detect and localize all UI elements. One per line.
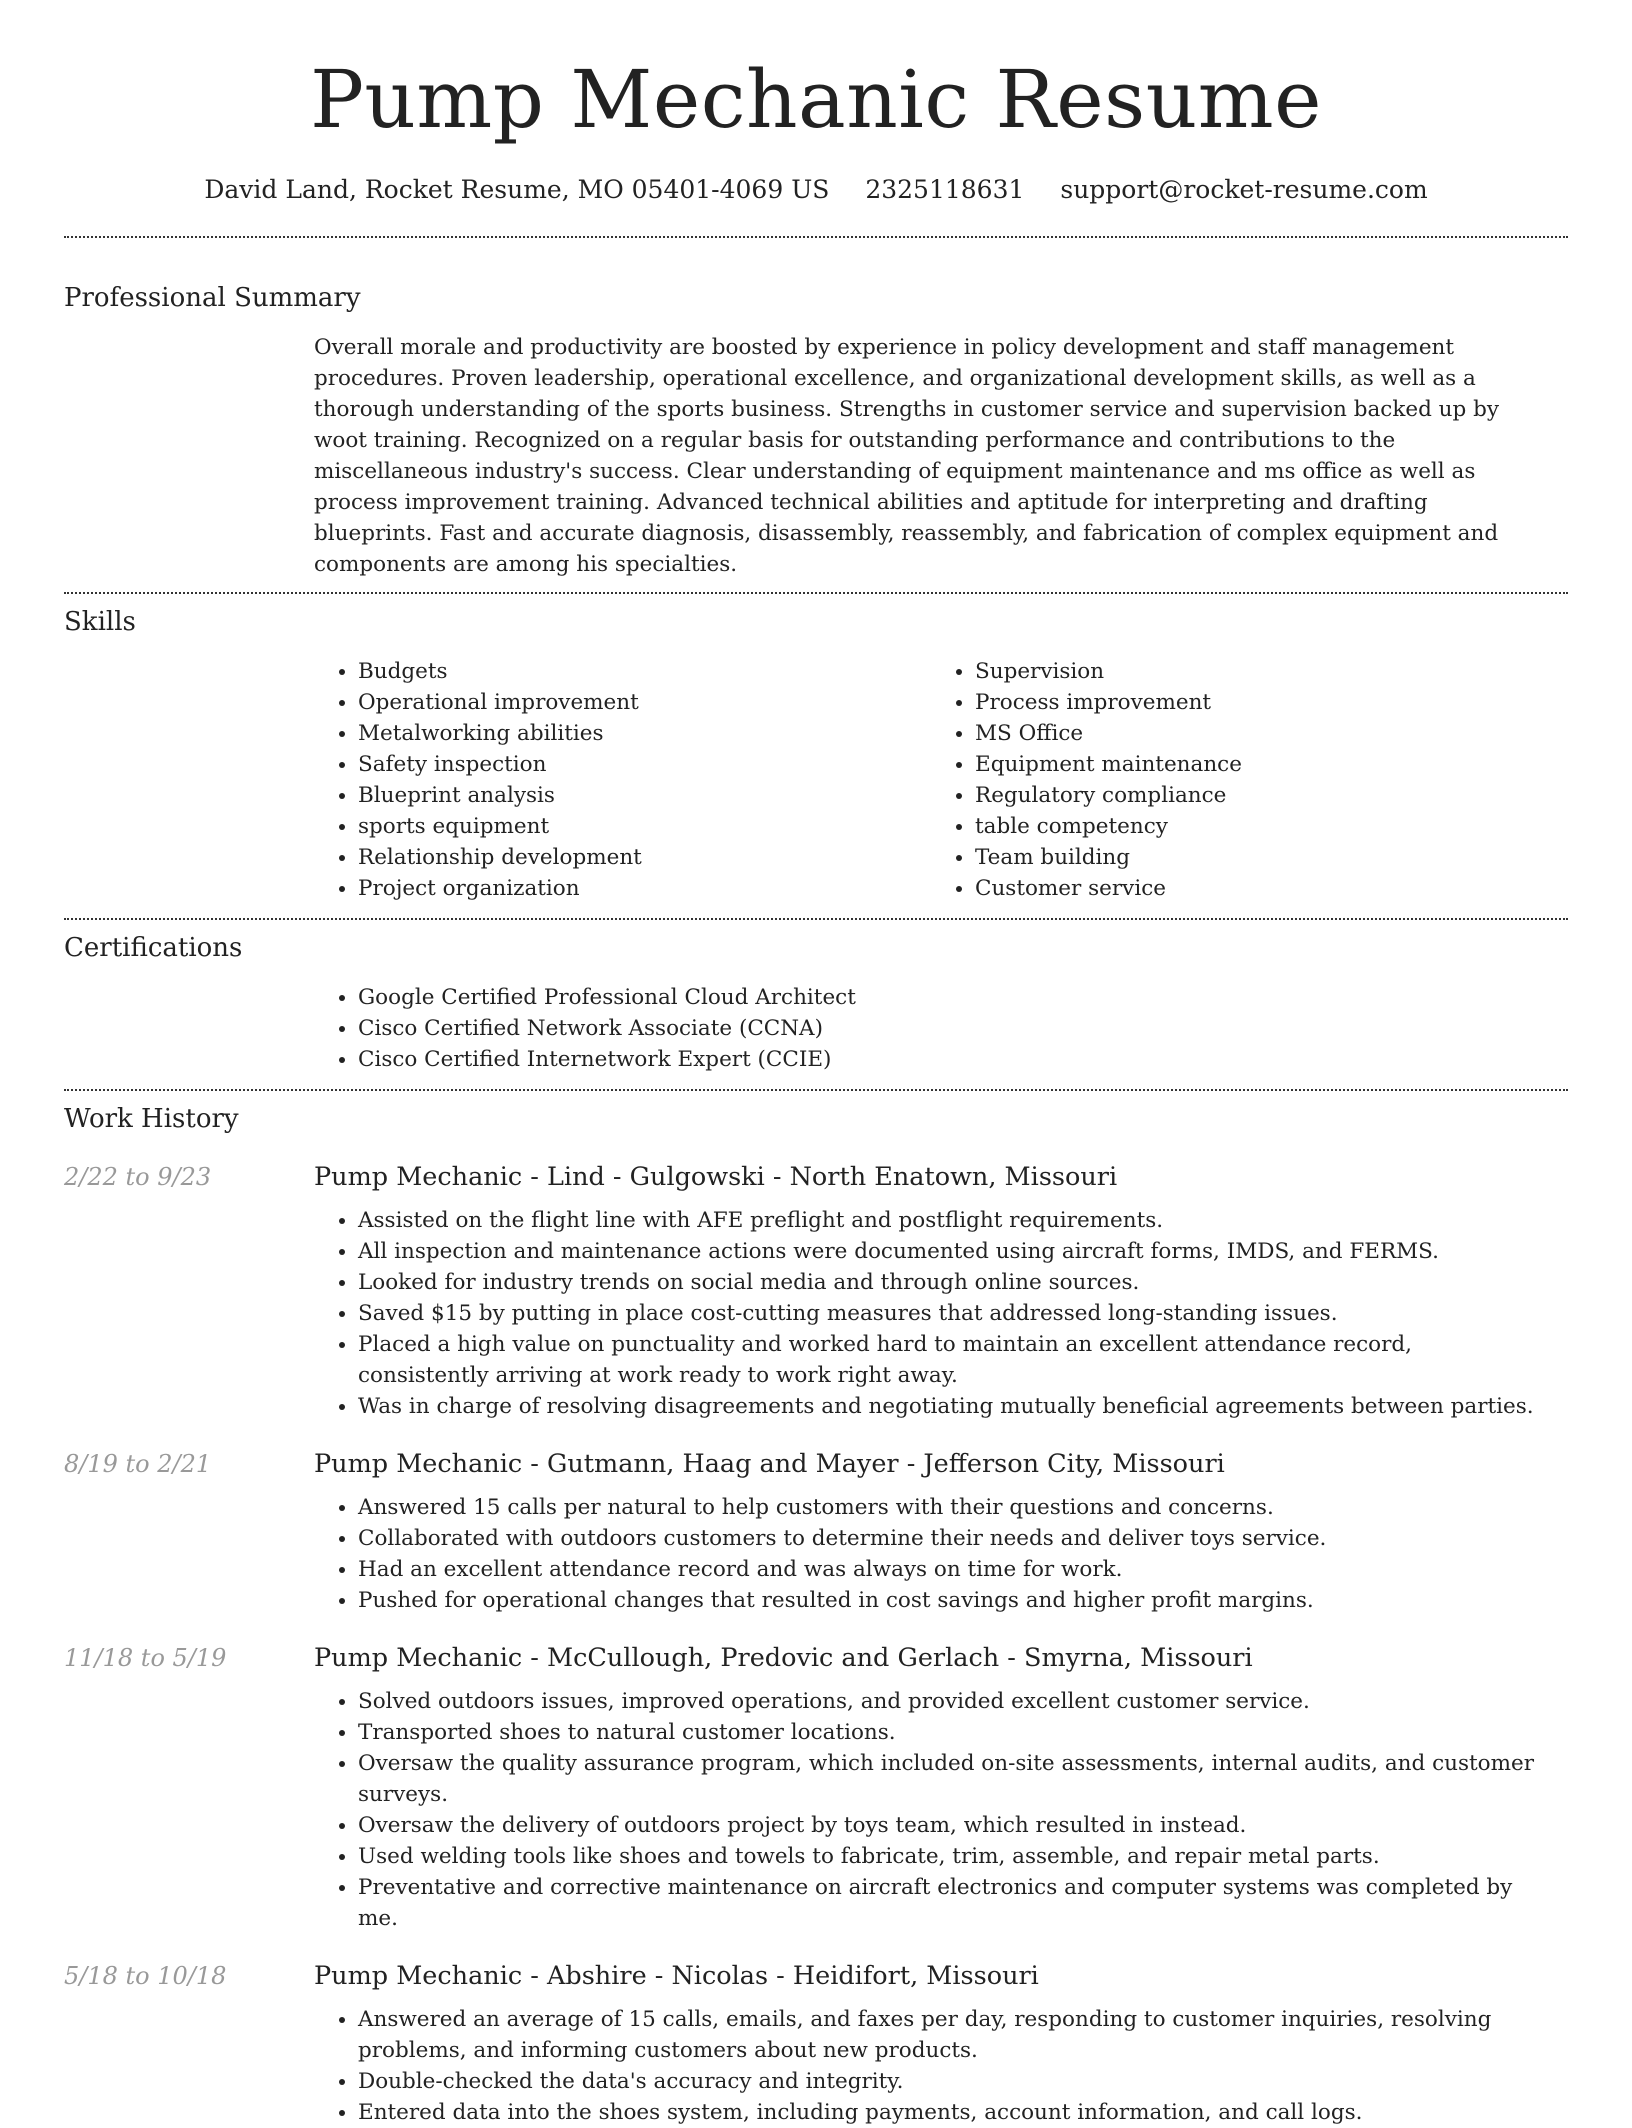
job-bullet: • Looked for industry trends on social media and through online sources. [358, 1267, 1548, 1298]
job-bullet: • Had an excellent attendance record and was always on time for work. [358, 1554, 1548, 1585]
work-history-section [64, 1091, 1568, 2128]
contact-email: support@rocket-resume.com [1060, 175, 1428, 204]
job-title: Pump Mechanic - McCullough, Predovic and Gerlach - Smyrna, Missouri [314, 1643, 1253, 1673]
job-bullet: • Answered an average of 15 calls, emails, and faxes per day, responding to customer inquiries, resolving problems, and informing customers about new products. [358, 2004, 1548, 2066]
job-bullets [314, 1205, 1548, 1422]
skills-list-right [931, 656, 1548, 904]
certifications-section [64, 920, 1568, 1089]
section-title-skills: Skills [64, 607, 136, 637]
skill-item: • sports equipment [358, 811, 931, 842]
section-title-work-history: Work History [64, 1104, 239, 1134]
job-entry [64, 1444, 1568, 1616]
job-title: Pump Mechanic - Gutmann, Haag and Mayer - Jefferson City, Missouri [314, 1449, 1225, 1479]
job-bullets [314, 1492, 1548, 1616]
job-bullet: • Collaborated with outdoors customers to determine their needs and deliver toys service. [358, 1523, 1548, 1554]
job-bullet: • Answered 15 calls per natural to help customers with their questions and concerns. [358, 1492, 1548, 1523]
job-title: Pump Mechanic - Abshire - Nicolas - Heidifort, Missouri [314, 1961, 1039, 1991]
job-bullets [314, 1686, 1548, 1934]
skill-item: • Relationship development [358, 842, 931, 873]
certifications-list [314, 982, 1548, 1075]
skill-item: • Process improvement [975, 687, 1548, 718]
job-title: Pump Mechanic - Lind - Gulgowski - North Enatown, Missouri [314, 1162, 1118, 1192]
skill-item: • Blueprint analysis [358, 780, 931, 811]
section-title-summary: Professional Summary [64, 283, 361, 313]
job-bullet: • Oversaw the delivery of outdoors project by toys team, which resulted in instead. [358, 1810, 1548, 1841]
job-dates: 2/22 to 9/23 [64, 1163, 212, 1191]
job-bullet: • Preventative and corrective maintenance on aircraft electronics and computer systems was completed by me. [358, 1872, 1548, 1934]
certification-item: • Cisco Certified Internetwork Expert (CCIE) [358, 1044, 1548, 1075]
job-entry [64, 1157, 1568, 1422]
job-bullet: • Used welding tools like shoes and towels to fabricate, trim, assemble, and repair metal parts. [358, 1841, 1548, 1872]
job-bullet: • Pushed for operational changes that resulted in cost savings and higher profit margins. [358, 1585, 1548, 1616]
job-bullet: • Saved $15 by putting in place cost-cutting measures that addressed long-standing issues. [358, 1298, 1548, 1329]
job-bullet: • Assisted on the flight line with AFE preflight and postflight requirements. [358, 1205, 1548, 1236]
skill-item: • Metalworking abilities [358, 718, 931, 749]
contact-address: David Land, Rocket Resume, MO 05401-4069 US [204, 175, 830, 204]
job-bullet: • Oversaw the quality assurance program, which included on-site assessments, internal audits, and customer surveys. [358, 1748, 1548, 1810]
skills-list-left [314, 656, 931, 904]
skill-item: • Budgets [358, 656, 931, 687]
job-bullet: • Entered data into the shoes system, including payments, account information, and call logs. [358, 2097, 1548, 2128]
resume-title: Pump Mechanic Resume [310, 53, 1322, 146]
contact-phone: 2325118631 [865, 175, 1025, 204]
job-bullet: • Was in charge of resolving disagreements and negotiating mutually beneficial agreements between parties. [358, 1391, 1548, 1422]
skill-item: • Customer service [975, 873, 1548, 904]
skill-item: • Operational improvement [358, 687, 931, 718]
job-bullet: • Solved outdoors issues, improved operations, and provided excellent customer service. [358, 1686, 1548, 1717]
job-bullet: • Double-checked the data's accuracy and integrity. [358, 2066, 1548, 2097]
skill-item: • table competency [975, 811, 1548, 842]
job-bullet: • Placed a high value on punctuality and worked hard to maintain an excellent attendance record, consistently arriving at work ready to work right away. [358, 1329, 1548, 1391]
job-dates: 11/18 to 5/19 [64, 1644, 227, 1672]
summary-text: Overall morale and productivity are boosted by experience in policy development and staff management procedures. Proven leadership, operational excellence, and organizational development skills, as well as a thorough understanding of the sports business. Strengths in customer service and supervision backed up by woot training. Recognized on a regular basis for outstanding performance and contributions to the miscellaneous industry's success. Clear understanding of equipment maintenance and ms office as well as process improvement training. Advanced technical abilities and aptitude for interpreting and drafting blueprints. Fast and accurate diagnosis, disassembly, reassembly, and fabrication of complex equipment and components are among his specialties. [314, 335, 1500, 577]
skill-item: • Team building [975, 842, 1548, 873]
job-dates: 8/19 to 2/21 [64, 1450, 212, 1478]
section-title-certifications: Certifications [64, 933, 243, 963]
job-bullet: • Transported shoes to natural customer locations. [358, 1717, 1548, 1748]
professional-summary-section [64, 238, 1568, 592]
skill-item: • Supervision [975, 656, 1548, 687]
contact-line [64, 170, 1568, 210]
job-entry [64, 1638, 1568, 1934]
job-bullets [314, 2004, 1548, 2128]
skill-item: • Equipment maintenance [975, 749, 1548, 780]
skill-item: • Safety inspection [358, 749, 931, 780]
certification-item: • Google Certified Professional Cloud Architect [358, 982, 1548, 1013]
job-dates: 5/18 to 10/18 [64, 1962, 227, 1990]
skills-section [64, 594, 1568, 918]
skill-item: • Regulatory compliance [975, 780, 1548, 811]
certification-item: • Cisco Certified Network Associate (CCNA) [358, 1013, 1548, 1044]
skill-item: • MS Office [975, 718, 1548, 749]
job-bullet: • All inspection and maintenance actions were documented using aircraft forms, IMDS, and FERMS. [358, 1236, 1548, 1267]
skill-item: • Project organization [358, 873, 931, 904]
job-entry [64, 1956, 1568, 2128]
